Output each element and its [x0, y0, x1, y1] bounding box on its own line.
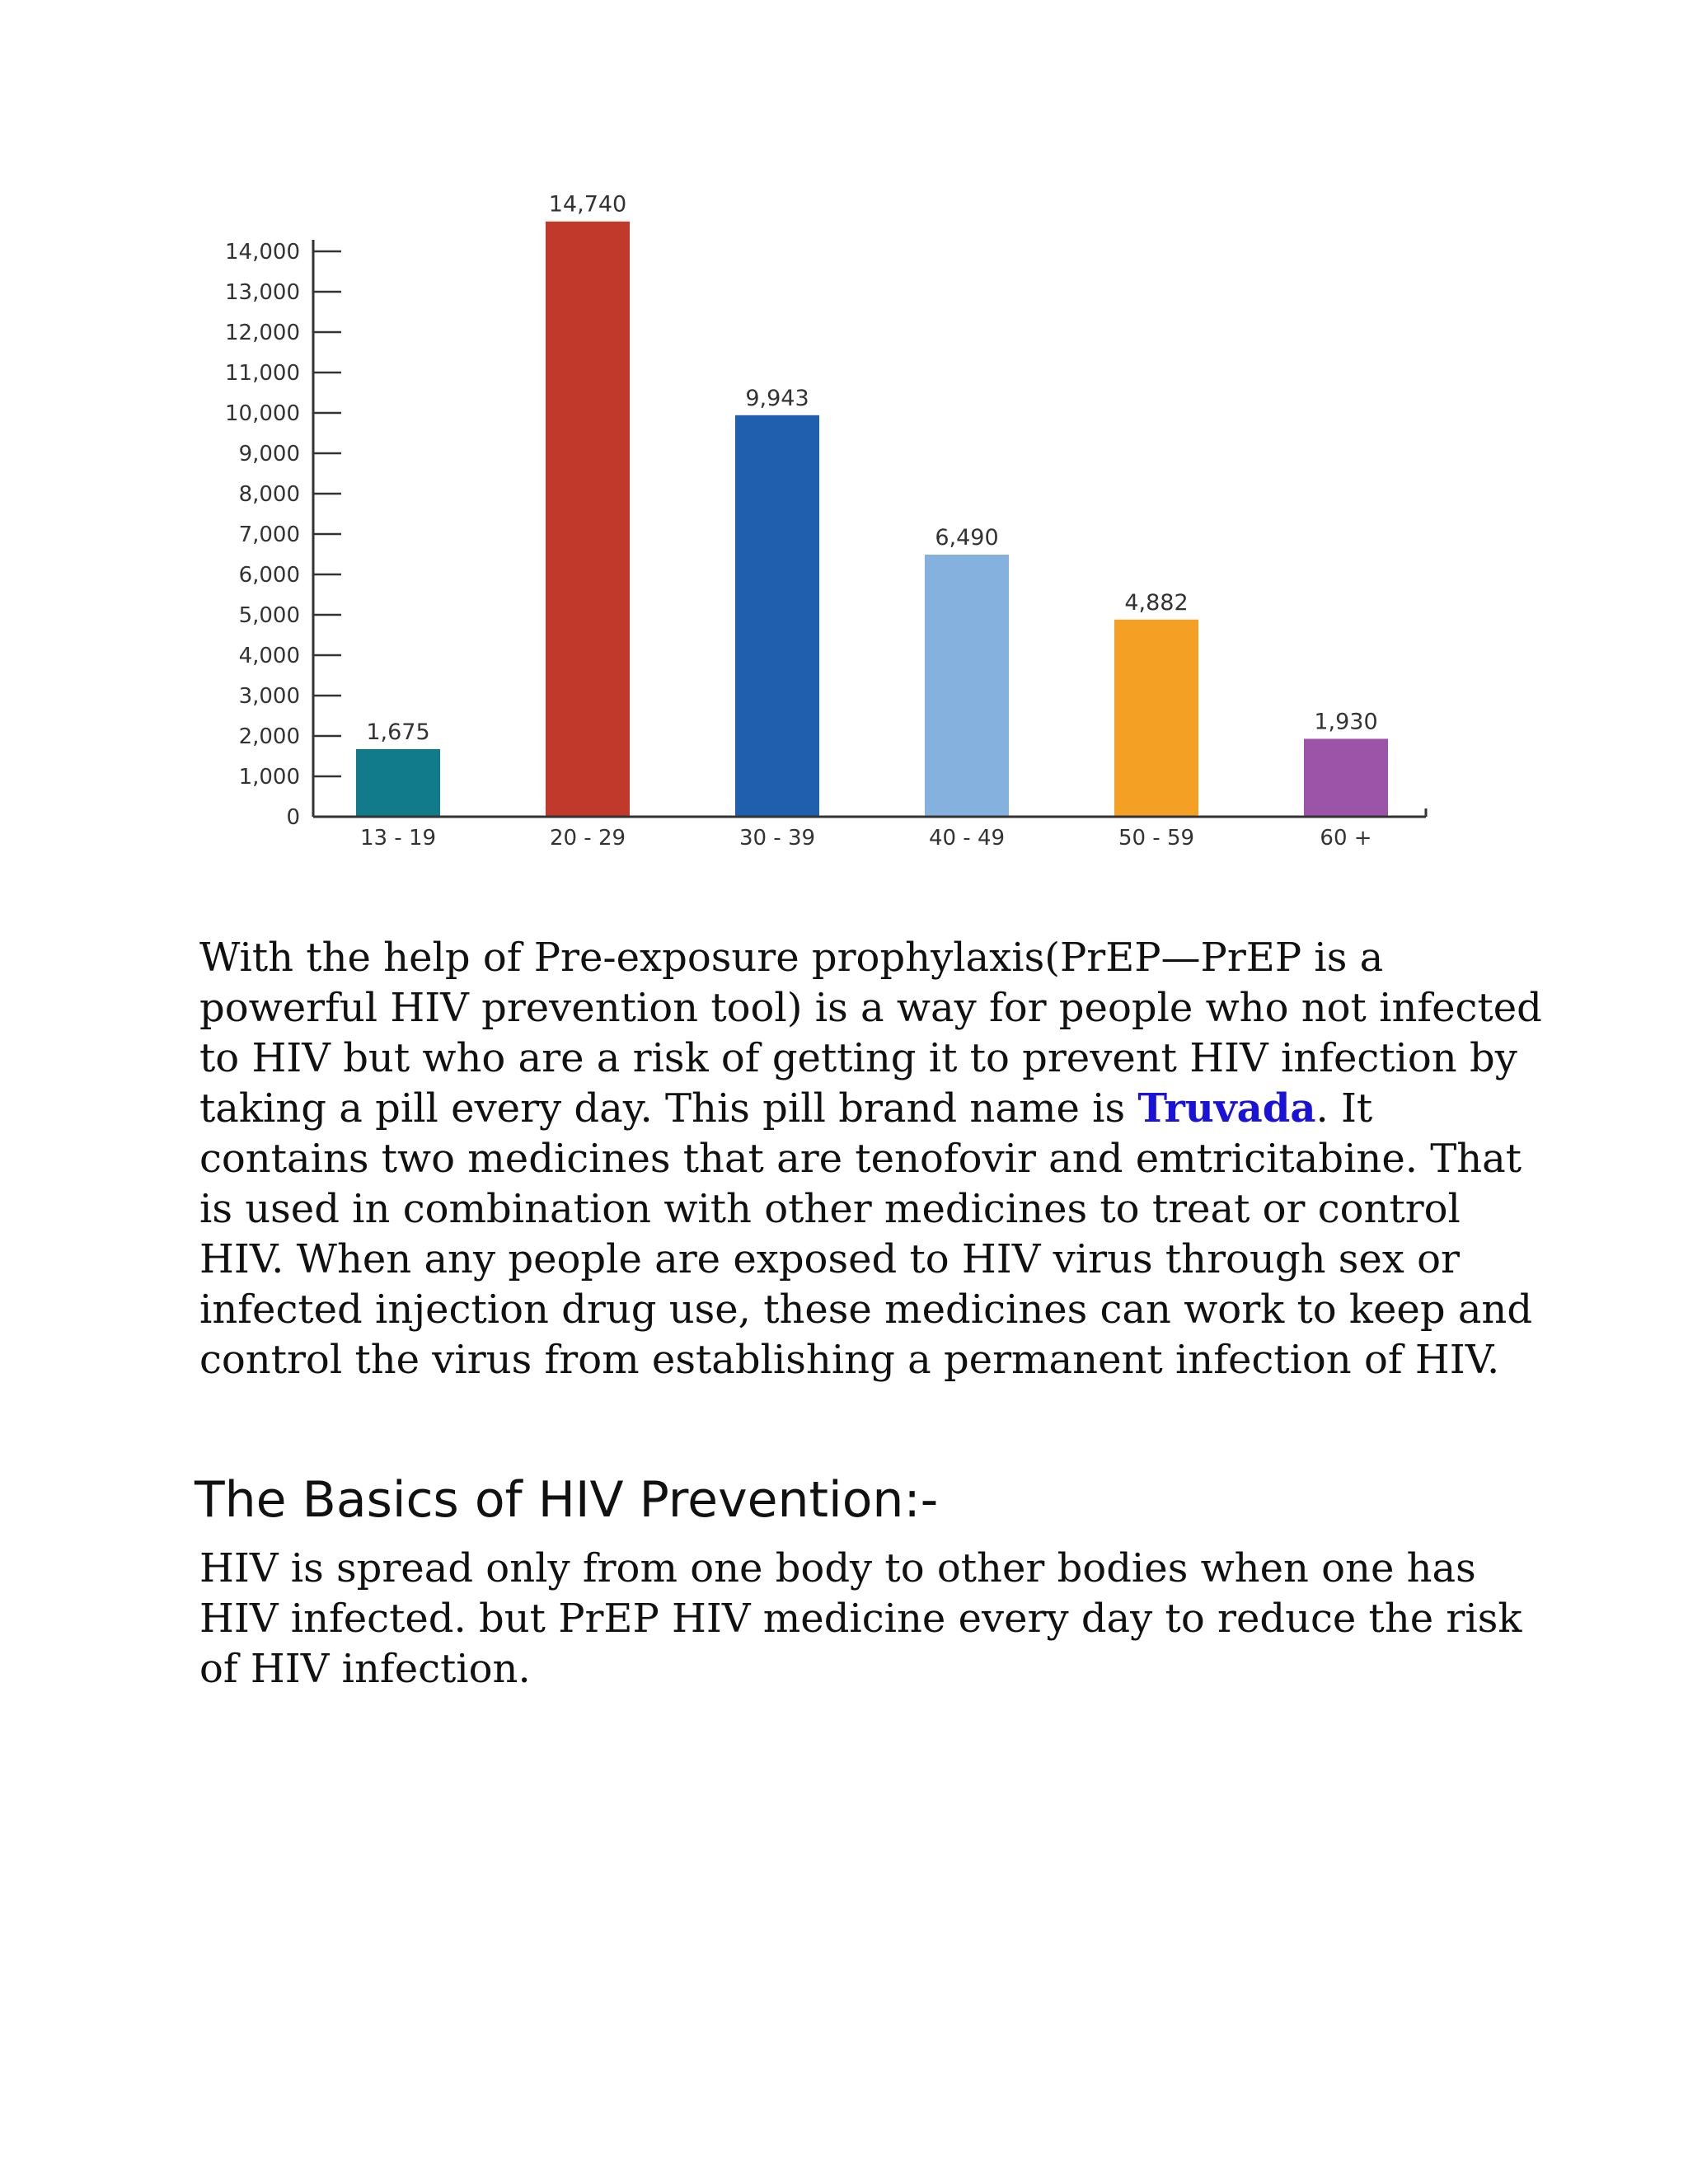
x-tick-label: 30 - 39 [738, 826, 816, 851]
value-labels [366, 192, 1377, 745]
y-tick-label: 5,000 [238, 603, 300, 628]
x-tick-label: 13 - 19 [359, 826, 437, 851]
age-group-bar-chart [181, 190, 1451, 874]
y-tick-label: 6,000 [238, 563, 300, 588]
bar-value-label: 6,490 [935, 524, 999, 551]
y-tick-label: 9,000 [238, 442, 300, 466]
x-tick-label: 40 - 49 [928, 826, 1006, 851]
bar-value-label: 1,675 [366, 719, 430, 745]
bar-value-label: 1,930 [1314, 709, 1378, 735]
bar [1114, 620, 1198, 817]
y-tick-label: 1,000 [238, 765, 300, 790]
x-tick-label: 60 + [1320, 826, 1372, 851]
y-tick-label: 13,000 [225, 280, 300, 305]
y-tick-label: 7,000 [238, 523, 300, 547]
prep-paragraph-text-start: With the help of Pre-exposure prophylaxis(PrEP—PrEP is a powerful HIV prevention tool) is a way for people who not infected to HIV but who are a risk of getting it to prevent HIV infection by taking a pill every day. This pill brand name is [199, 935, 1542, 1132]
bars [356, 222, 1388, 817]
bar [356, 749, 440, 817]
y-tick-label: 10,000 [225, 401, 300, 426]
y-tick-label: 4,000 [238, 644, 300, 668]
y-tick-label: 2,000 [238, 724, 300, 749]
basics-paragraph: HIV is spread only from one body to other bodies when one has HIV infected. but PrEP HIV medicine every day to reduce the risk of HIV infection. [199, 1545, 1522, 1692]
y-tick-label: 12,000 [225, 321, 300, 345]
bar [546, 222, 630, 817]
y-tick-label: 0 [286, 805, 300, 830]
bar [1304, 738, 1388, 817]
bar-value-label: 14,740 [548, 191, 627, 218]
x-tick-label: 20 - 29 [549, 826, 626, 851]
x-axis [313, 808, 1426, 851]
y-tick-label: 14,000 [225, 240, 300, 265]
y-tick-label: 8,000 [238, 482, 300, 507]
truvada-link[interactable]: Truvada [1137, 1085, 1316, 1132]
x-tick-label: 50 - 59 [1118, 826, 1195, 851]
bar [735, 415, 819, 817]
prep-paragraph-text-end: . It contains two medicines that are tenofovir and emtricitabine. That is used in combination with other medicines to treat or control HIV. When any people are exposed to HIV virus through sex or infected injection drug use, these medicines can work to keep and control the virus from establishing a permanent infection of HIV. [199, 1085, 1533, 1383]
bar [925, 555, 1009, 817]
y-tick-label: 11,000 [225, 361, 300, 386]
prep-paragraph [199, 933, 1551, 1385]
section-heading: The Basics of HIV Prevention:- [195, 1471, 939, 1529]
y-tick-label: 3,000 [238, 684, 300, 709]
bar-value-label: 4,882 [1124, 589, 1189, 616]
bar-value-label: 9,943 [745, 385, 809, 411]
y-axis [225, 240, 341, 830]
